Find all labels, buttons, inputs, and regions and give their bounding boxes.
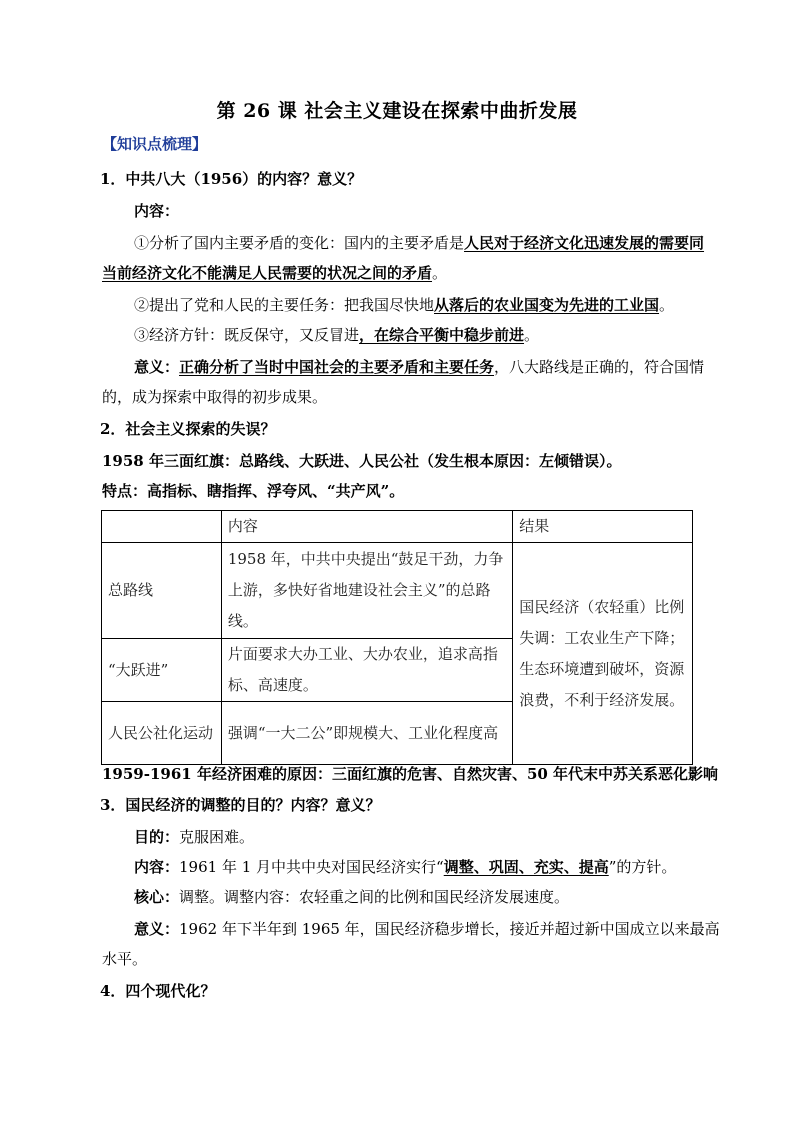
q2-characteristics: 特点：高指标、瞎指挥、浮夸风、“共产风”。 xyxy=(102,482,405,500)
q3-purpose xyxy=(134,822,254,852)
table-cell-result: 国民经济（农轻重）比例失调：工农业生产下降；生态环境遭到破坏，资源浪费，不利于经济发展。 xyxy=(513,543,693,765)
table-header-result: 结果 xyxy=(513,511,693,543)
q1-point-3 xyxy=(134,320,539,350)
q1-point-1-emphasis-a: 人民对于经济文化迅速发展的需要同 xyxy=(464,234,705,252)
q3-core-text: 调整。调整内容：农轻重之间的比例和国民经济发展速度。 xyxy=(179,888,570,906)
q1-significance-emphasis: 正确分析了当时中国社会的主要矛盾和主要任务 xyxy=(179,358,495,376)
q1-content-label: 内容： xyxy=(134,202,180,220)
q1-point-2-end: 。 xyxy=(659,296,675,314)
table-row xyxy=(102,543,693,639)
q1-point-1-emphasis-b: 当前经济文化不能满足人民需要的状况之间的矛盾 xyxy=(102,264,433,282)
q3-core-label: 核心： xyxy=(134,888,180,906)
q2-three-red-flags: 1958 年三面红旗：总路线、大跃进、人民公社（发生根本原因：左倾错误）。 xyxy=(102,452,622,470)
q3-content-emphasis: 调整、巩固、充实、提高 xyxy=(443,858,609,876)
q2-economic-difficulty: 1959-1961 年经济困难的原因：三面红旗的危害、自然灾害、50 年代末中苏关系恶化影响 xyxy=(102,765,719,783)
q3-significance-text: 1962 年下半年到 1965 年，国民经济稳步增长，接近并超过新中国成立以来最高 xyxy=(179,920,720,938)
q3-significance-label: 意义： xyxy=(134,920,180,938)
q1-significance-label: 意义： xyxy=(134,358,180,376)
question-3-heading: 3．国民经济的调整的目的？内容？意义？ xyxy=(100,796,381,814)
table-header-content: 内容 xyxy=(221,511,512,543)
question-2-heading: 2．社会主义探索的失误？ xyxy=(100,420,276,438)
q3-purpose-label: 目的： xyxy=(134,828,180,846)
q1-point-2-prefix: ②提出了党和人民的主要任务：把我国尽快地 xyxy=(134,296,435,314)
q1-point-1-prefix: ①分析了国内主要矛盾的变化：国内的主要矛盾是 xyxy=(134,234,465,252)
question-1-heading: 1．中共八大（1956）的内容？意义？ xyxy=(100,170,363,188)
table-cell-communes: 人民公社化运动 xyxy=(102,702,222,765)
q3-content-label: 内容： xyxy=(134,858,180,876)
question-4-heading: 4．四个现代化？ xyxy=(100,982,216,1000)
table-cell-communes-content: 强调“一大二公”即规模大、工业化程度高 xyxy=(221,702,512,765)
q1-point-2-emphasis: 从落后的农业国变为先进的工业国 xyxy=(434,296,660,314)
table-cell-general-line: 总路线 xyxy=(102,543,222,639)
q3-content-end: ”的方针。 xyxy=(608,858,677,876)
q3-content xyxy=(134,852,676,882)
table-cell-general-line-content: 1958 年，中共中央提出“鼓足干劲，力争上游，多快好省地建设社会主义”的总路线。 xyxy=(221,543,512,639)
q1-point-1-line-2 xyxy=(102,258,447,288)
q3-core xyxy=(134,882,569,912)
q3-significance-line-2: 水平。 xyxy=(102,950,148,968)
table-header-row xyxy=(102,511,693,543)
q1-point-3-prefix: ③经济方针：既反保守，又反冒进 xyxy=(134,326,360,344)
q3-significance-line-1 xyxy=(134,914,720,944)
q1-point-1-end: 。 xyxy=(432,264,448,282)
q1-point-3-end: 。 xyxy=(524,326,540,344)
q1-significance-line-1 xyxy=(134,352,704,382)
q1-point-1-line-1 xyxy=(134,228,704,258)
section-tag: 【知识点梳理】 xyxy=(102,135,208,153)
table-cell-great-leap-content: 片面要求大办工业、大办农业，追求高指标、高速度。 xyxy=(221,639,512,702)
three-red-flags-table xyxy=(101,510,693,765)
table-cell-great-leap: “大跃进” xyxy=(102,639,222,702)
q3-purpose-text: 克服困难。 xyxy=(179,828,255,846)
table-header-empty xyxy=(102,511,222,543)
q1-significance-rest: ，八大路线是正确的，符合国情 xyxy=(494,358,705,376)
q1-significance-line-2: 的，成为探索中取得的初步成果。 xyxy=(102,388,328,406)
q1-point-2 xyxy=(134,290,674,320)
q1-point-3-emphasis: ，在综合平衡中稳步前进 xyxy=(359,326,525,344)
q3-content-prefix: 1961 年 1 月中共中央对国民经济实行“ xyxy=(179,858,444,876)
page-title: 第 26 课 社会主义建设在探索中曲折发展 xyxy=(216,100,578,122)
